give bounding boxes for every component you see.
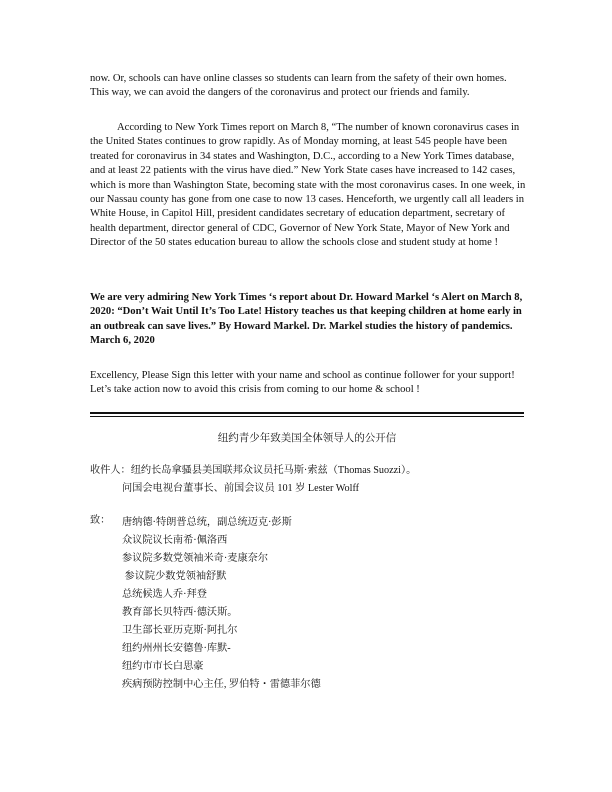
- to-label: 致：: [90, 515, 111, 526]
- addressee-item: 唐纳德·特朗普总统，副总统迈克·彭斯: [122, 517, 292, 528]
- addressee-item: 众议院议长南希·佩洛西: [122, 535, 228, 546]
- addressee-item: 纽约市市长白思豪: [122, 661, 204, 672]
- paragraph-markel-alert: We are very admiring New York Times ‘s report about Dr. Howard Markel ‘s Alert on March 8, 2020: “Don’t Wait Until It’s Too Late! History teaches us that keeping children at home early in an outbreak can save lives.” By Howard Markel. Dr. Markel studies the history of pandemics. March 6, 2020: [90, 292, 523, 347]
- addressee-item: 参议院少数党领袖舒默: [122, 571, 227, 582]
- paragraph-closing-schools: now. Or, schools can have online classes so students can learn from the safety of their own homes. This way, we can avoid the dangers of the coronavirus and protect our friends and family.: [90, 73, 507, 99]
- addressee-item: 教育部长贝特西·德沃斯。: [122, 607, 238, 618]
- section-divider: [90, 412, 524, 414]
- addressee-item: 卫生部长亚历克斯·阿扎尔: [122, 625, 238, 636]
- recipient-line: 收件人：纽约长岛拿骚县美国联邦众议员托马斯·索兹（Thomas Suozzi）。: [90, 465, 417, 476]
- addressee-item: 参议院多数党领袖米奇·麦康奈尔: [122, 553, 269, 564]
- paragraph-sign-request: Excellency, Please Sign this letter with your name and school as continue follower for your support! Let’s take action now to avoid this crisis from coming to our home & school !: [90, 370, 515, 396]
- recipient-line-continued: 问国会电视台董事长、前国会议员 101 岁 Lester Wolff: [122, 483, 360, 494]
- section-divider-thin: [90, 416, 524, 417]
- addressee-item: 总统候选人乔·拜登: [122, 589, 207, 600]
- addressee-list: [122, 514, 321, 694]
- chinese-letter-title: 纽约青少年致美国全体领导人的公开信: [217, 433, 397, 444]
- addressee-item: 纽约州州长安德鲁·库默-: [122, 643, 231, 654]
- paragraph-nyt-report: According to New York Times report on March 8, “The number of known coronavirus cases in the United States continues to grow rapidly. As of Monday morning, at least 545 people have been treated for coronavirus in 34 states and Washington, D.C., according to a New York Times database, and at least 22 patients with the virus have died.” New York State cases have increased to 142 cases, which is more than Washington State, becoming state with the most coronavirus cases. In one week, in our Nassau county has gone from one case to now 13 cases. Henceforth, we urgently call all leaders in White House, in Capitol Hill, president candidates secretary of education department, secretary of health department, director general of CDC, Governor of New York State, Mayor of New York and Director of the 50 states education bureau to allow the schools close and student study at home !: [90, 122, 526, 249]
- addressee-item: 疾病预防控制中心主任, 罗伯特・雷德菲尔德: [122, 679, 321, 690]
